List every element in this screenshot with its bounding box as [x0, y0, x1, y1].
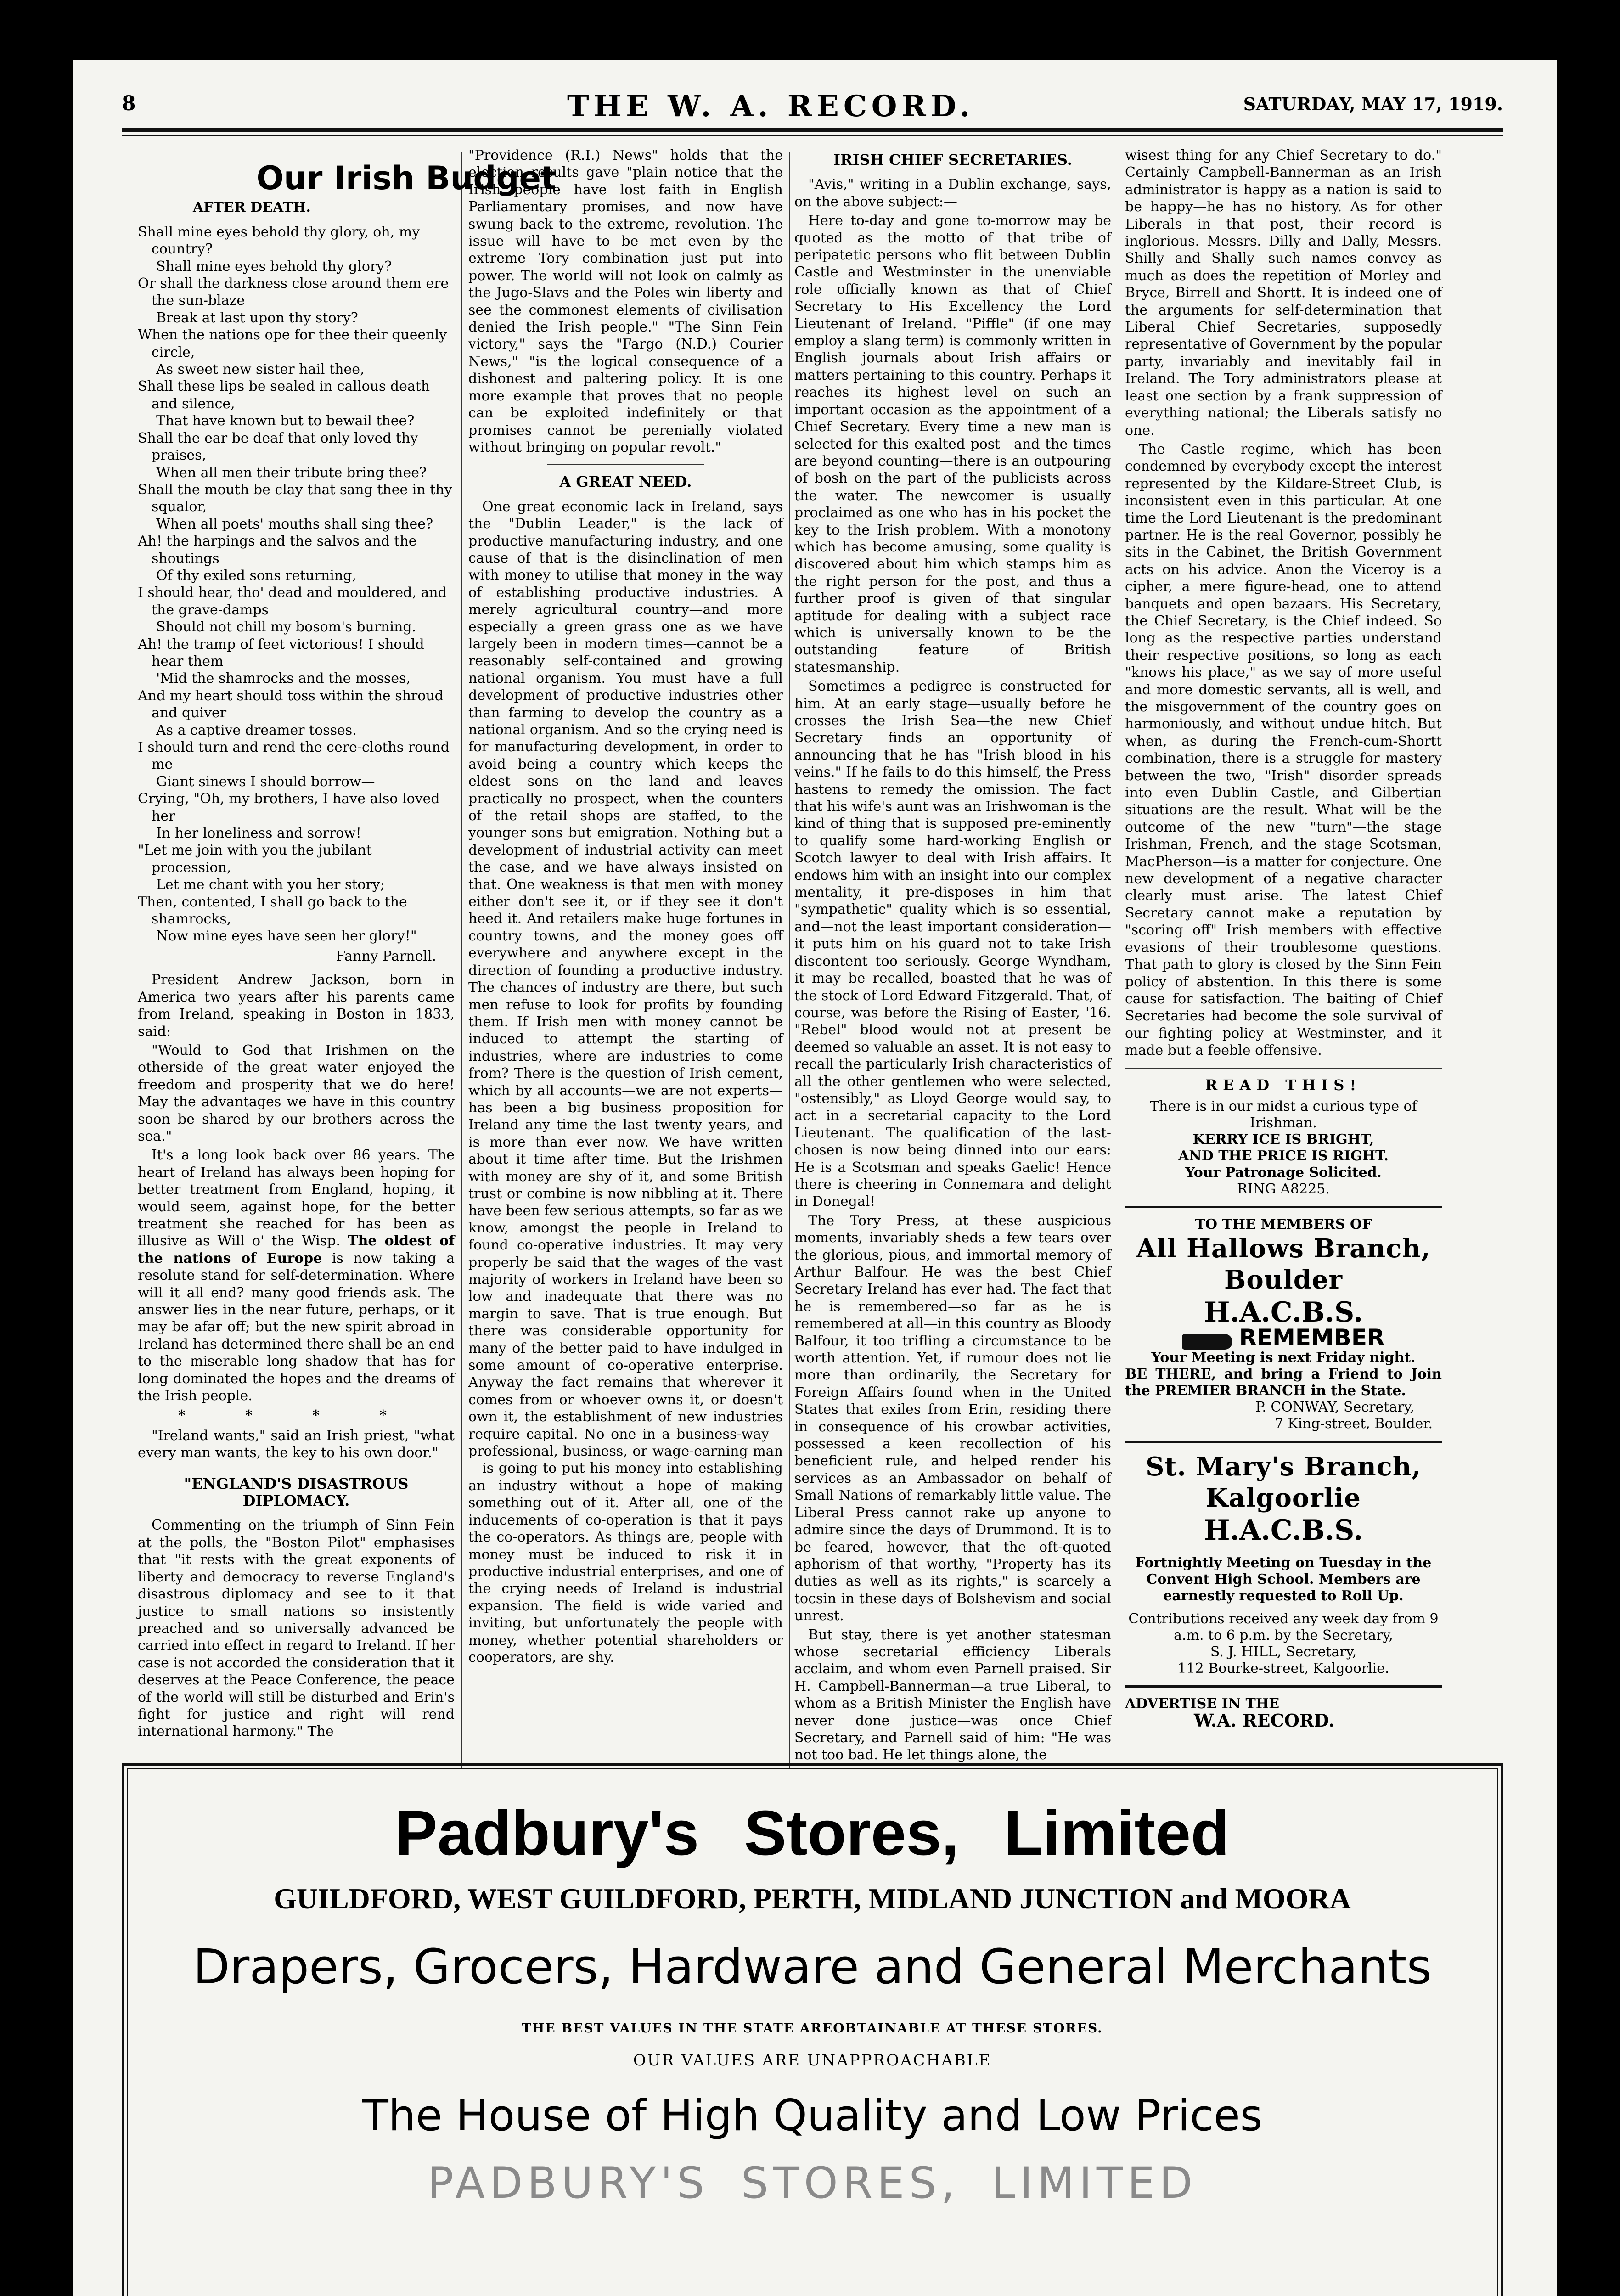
- column-rule: [789, 152, 790, 1768]
- poem-line: Let me chant with you her story;: [156, 877, 385, 893]
- poem: [138, 224, 455, 945]
- ad-headline: Padbury's Stores, Limited: [395, 1798, 1230, 1868]
- poem-line: When all men their tribute bring thee?: [156, 464, 427, 481]
- poem-line: Or shall the darkness close around them ere the sun-blaze: [138, 276, 449, 309]
- paragraph: Here to-day and gone to-morrow may be quoted as the motto of that tribe of peripatetic persons who flit between Dublin Castle and Westminster in the unenviable role officially known as that of Chief Secretary to His Excellency the Lord Lieutenant of Ireland. "Piffle" (if one may employ a slang term) is commonly written in English journals about Irish affairs or matters pertaining to this country. Perhaps it reaches its highest level on such an important occasion as the appointment of a Chief Secretary. Every time a new man is selected for this exalted post—and the times are beyond counting—there is an outpouring of bosh on the part of the publicists across the water. The newcomer is usually proclaimed as one who has in his pocket the key to the Irish problem. With a monotony which has become amusing, some quality is discovered about him which stamps him as the right person for the post, and thus a further proof is given of that singular aptitude for dealing with a subject race which is universally known to be the outstanding feature of British statesmanship.: [794, 213, 1111, 675]
- masthead-rule: [122, 128, 1503, 136]
- section-stars: * * * *: [178, 1407, 415, 1424]
- poem-line: Break at last upon thy story?: [156, 310, 358, 326]
- section-heading: IRISH CHIEF SECRETARIES.: [833, 151, 1072, 169]
- masthead: [122, 89, 1503, 124]
- poem-line: When the nations ope for thee their queenly circle,: [138, 327, 447, 360]
- paragraph: It's a long look back over 86 years. The heart of Ireland has always been hoping for better treatment from England, hoping, it would seem, against hope, for the better treatment she reached for has been as illusive as Will o' the Wisp. The oldest of the nations of Europe is now taking a resolute stand for self-determination. Where will it all end? many good friends ask. The answer lies in the near future, perhaps, or it may be afar off; but the new spirit abroad in Ireland has determined there shall be an end to the miserable long shadow that has for long dominated the hopes and the dreams of the Irish people.: [138, 1147, 455, 1404]
- poem-signature: —Fanny Parnell.: [322, 948, 436, 964]
- column-2: [468, 147, 783, 1773]
- poem-line: Shall mine eyes behold thy glory, oh, my country?: [138, 224, 420, 258]
- poem-line: As a captive dreamer tosses.: [156, 722, 357, 738]
- poem-line: When all poets' mouths shall sing thee?: [156, 516, 433, 532]
- column-1: [138, 147, 557, 1773]
- poem-line: Crying, "Oh, my brothers, I have also loved her: [138, 791, 440, 824]
- paragraph: Sometimes a pedigree is constructed for him. At an early stage—usually before he crosses the Irish Sea—the new Chief Secretary finds an opportunity of announcing that he has "Irish blood in his veins." If he fails to do this himself, the Press hastens to remedy the omission. The fact that his wife's aunt was an Irishwoman is the kind of thing that is supposed pre-eminently to qualify some hard-working English or Scotch lawyer to deal with Irish affairs. It endows him with an insight into our complex mentality, it pre-disposes in him that "sympathetic" quality which is so essential, and—not the least important consideration—it puts him on his guard not to take Irish discontent too seriously. George Wyndham, it may be recalled, boasted that he was of the stock of Lord Edward Fitzgerald. That, of course, was before the Rising of Easter, '16. "Rebel" blood would not at present be deemed so valuable an asset. It is not easy to recall the particularly Irish characteristics of all the other gentlemen who were selected, "ostensibly," as Lloyd George would say, to act in a secretarial capacity to the Lord Lieutenant. The qualification of the last-chosen is now being dinned into our ears: He is a Scotsman and speaks Gaelic! Hence there is cheering in Connemara and delight in Donegal!: [794, 678, 1111, 1210]
- divider: [1125, 1206, 1442, 1208]
- poem-line: Of thy exiled sons returning,: [156, 567, 356, 584]
- section-heading: "ENGLAND'S DISASTROUS DIPLOMACY.: [184, 1474, 409, 1510]
- advertise-notice: ADVERTISE IN THE W.A. RECORD.: [1125, 1695, 1335, 1731]
- poem-line: "Let me join with you the jubilant procession,: [138, 842, 372, 876]
- paragraph: "Would to God that Irishmen on the otherside of the great water enjoyed the freedom and prosperity that we do here! May the advantages we have in this country soon be shared by our brothers across the sea.": [138, 1042, 455, 1144]
- kerry-ice-ad: There is in our midst a curious type of Irishman. KERRY ICE IS BRIGHT, AND THE PRICE IS RIGHT. Your Patronage Solicited. RING A8225.: [1150, 1098, 1417, 1197]
- ad-heading: READ THIS!: [1205, 1076, 1362, 1094]
- article-headline: Our Irish Budget: [256, 159, 557, 197]
- paragraph: The Castle regime, which has been condemned by everybody except the interest represented by the Kildare-Street Club, is inconsistent even in this particular. At one time the Lord Lieutenant is the predominant partner. He is the real Governor, possibly he sits in the Cabinet, the British Government acts on his advice. Anon the Viceroy is a cipher, a mere figure-head, one to attend banquets and open bazaars. His Secretary, the Chief Secretary, is the Chief indeed. So long as the respective parties understand their respective positions, so long as each "knows his place," as we say of more useful and more domestic servants, all is well, and the misgovernment of the country goes on harmoniously, and without undue hitch. But when, as during the French-cum-Shortt combination, there is a struggle for mastery between the two, "Irish" disorder spreads into even Dublin Castle, and Gilbertian situations are the result. What will be the outcome of the new "turn"—the stage Irishman, French, and the stage Scotsman, MacPherson—is a matter for conjecture. One new development of a negative character clearly must arise. The latest Chief Secretary cannot make a reputation by "scoring off" Irish members with effective evasions of their troublesome questions. That path to glory is closed by the Sinn Fein policy of abstention. In this there is some cause for satisfaction. The baiting of Chief Secretaries had become the sole survival of our fighting policy at Westminster, and it made but a feeble offensive.: [1125, 441, 1442, 1059]
- poem-title: AFTER DEATH.: [193, 199, 311, 216]
- paragraph: President Andrew Jackson, born in America two years after his parents came from Ireland, speaking in Boston in 1833, said:: [138, 972, 455, 1040]
- poem-line: That have known but to bewail thee?: [156, 413, 415, 429]
- column-3: [794, 147, 1111, 1773]
- ad-unapproachable: OUR VALUES ARE UNAPPROACHABLE: [633, 2051, 992, 2070]
- poem-line: Now mine eyes have seen her glory!": [156, 928, 417, 945]
- paragraph: "Providence (R.I.) News" holds that the election results gave "plain notice that the Irish people have lost faith in English Parliamentary promises, and now have swung back to the extreme, revolution. The issue will have to be met even by the extreme Tory combination just put into power. The world will not look on calmly as the Jugo-Slavs and the Poles win liberty and see the commonest elements of civilisation denied the Irish people." "The Sinn Fein victory," says the "Fargo (N.D.) Courier News," "is the logical consequence of a dishonest and paltering policy. It is one more example that proves that no people can be exploited indefinitely or that promises cannot be perenially violated without bringing on popular revolt.": [468, 147, 783, 456]
- poem-line: Ah! the harpings and the salvos and the shoutings: [138, 533, 417, 567]
- poem-line: Giant sinews I should borrow—: [156, 773, 375, 790]
- poem-line: Shall the mouth be clay that sang thee in thy squalor,: [138, 481, 452, 515]
- poem-line: 'Mid the shamrocks and the mosses,: [156, 670, 411, 687]
- column-4: [1125, 147, 1442, 1773]
- paragraph: But stay, there is yet another statesman whose secretarial efficiency Liberals acclaim, and whom even Parnell praised. Sir H. Campbell-Bannerman—a true Liberal, to whom as a British Minister the English have never done justice—was once Chief Secretary, and Parnell said of him: "He was not too bad. He let things alone, the: [794, 1626, 1111, 1763]
- divider: [1125, 1441, 1442, 1443]
- divider: [547, 464, 704, 465]
- poem-line: And my heart should toss within the shroud and quiver: [138, 687, 444, 721]
- paragraph: Commenting on the triumph of Sinn Fein at the polls, the "Boston Pilot" emphasises that "it rests with the great exponents of liberty and democracy to reverse England's disastrous diplomacy and see to it that justice to small nations so insistently preached and so universally advanced be carried into effect in regard to Ireland. If her case is not accorded the consideration that it deserves at the Peace Conference, the peace of the world will still be disturbed and Erin's fight for justice and right will rend international harmony." The: [138, 1517, 455, 1740]
- poem-line: Should not chill my bosom's burning.: [156, 619, 416, 636]
- ad-slogan: The House of High Quality and Low Prices: [362, 2091, 1263, 2141]
- poem-line: Ah! the tramp of feet victorious! I should hear them: [138, 636, 424, 670]
- padburys-advertisement: [122, 1763, 1503, 2296]
- ad-trades: Drapers, Grocers, Hardware and General Merchants: [193, 1939, 1432, 1995]
- ad-locations: GUILDFORD, WEST GUILDFORD, PERTH, MIDLAND JUNCTION and MOORA: [274, 1882, 1351, 1915]
- ad-best-values: THE BEST VALUES IN THE STATE AREOBTAINABLE AT THESE STORES.: [522, 2020, 1103, 2036]
- paragraph: The Tory Press, at these auspicious moments, invariably sheds a few tears over the glorious, pious, and immortal memory of Arthur Balfour. He was the best Chief Secretary Ireland has ever had. The fact that he is remembered—so far as he is remembered at all—in this country as Bloody Balfour, it too trifling a circumstance to be worth attention. Yet, if rumour does not lie more than ordinarily, the Secretary for Foreign Affairs found when in the United States that exiles from Erin, residing there in consequence of his crowbar activities, possessed a keen recollection of his beneficient rule, and helped render his services as an Ambassador on behalf of Small Nations of remarkably little value. The Liberal Press cannot rake up anyone to admire since the days of Drummond. It is to be feared, however, that the oft-quoted aphorism of that worthy, "Property has its duties as well as its rights," is scarcely a tocsin in these days of Bolshevism and social unrest.: [794, 1212, 1111, 1624]
- section-heading: A GREAT NEED.: [559, 473, 692, 491]
- divider: [1125, 1685, 1442, 1688]
- poem-line: I should turn and rend the cere-cloths round me—: [138, 739, 450, 773]
- poem-line: I should hear, tho' dead and mouldered, and the grave-damps: [138, 585, 447, 618]
- divider: [1125, 1068, 1442, 1069]
- issue-date: SATURDAY, MAY 17, 1919.: [1243, 94, 1503, 114]
- ad-footer: PADBURY'S STORES, LIMITED: [427, 2158, 1198, 2208]
- poem-line: In her loneliness and sorrow!: [156, 825, 361, 842]
- poem-line: Shall these lips be sealed in callous death and silence,: [138, 378, 430, 412]
- paragraph: "Avis," writing in a Dublin exchange, says, on the above subject:—: [794, 176, 1111, 210]
- poem-line: As sweet new sister hail thee,: [156, 361, 365, 378]
- newspaper-title: THE W. A. RECORD.: [567, 89, 975, 124]
- paragraph: "Ireland wants," said an Irish priest, "what every man wants, the key to his own door.": [138, 1427, 455, 1461]
- paragraph: wisest thing for any Chief Secretary to do." Certainly Campbell-Bannerman as an Irish administrator is happy as a nation is said to be happy—he has no history. As for other Liberals in that post, their record is inglorious. Messrs. Dilly and Dally, Messrs. Shilly and Shally—such names convey as much as does the repetition of Morley and Bryce, Birrell and Shortt. It is indeed one of the arguments for self-determination that Liberal Chief Secretaries, supposedly representative of Government by the popular party, invariably and inevitably fail in Ireland. The Tory administrators please at least one section by a frank suppression of everything national; the Liberals satisfy no one.: [1125, 147, 1442, 439]
- column-rule: [461, 152, 462, 1768]
- poem-line: Then, contented, I shall go back to the shamrocks,: [138, 894, 407, 928]
- poem-line: Shall the ear be deaf that only loved thy praises,: [138, 430, 418, 464]
- st-marys-notice: St. Mary's Branch, Kalgoorlie H.A.C.B.S. Fortnightly Meeting on Tuesday in the Convent High School. Members are earnestly requested to Roll Up. Contributions received any week day from 9 a.m. to 6 p.m. by the Secretary, S. J. HILL, Secretary, 112 Bourke-street, Kalgoorlie.: [1128, 1451, 1439, 1677]
- paragraph: One great economic lack in Ireland, says the "Dublin Leader," is the lack of productive manufacturing industry, and one cause of that is the disinclination of men with money to utilise that money in the way of establishing productive industries. A merely agricultural country—and more especially a green grass one as we have largely been in modern times—cannot be a reasonably self-contained and growing national organism. You must have a full development of productive industries other than farming to develop the country as a national organism. And so the crying need is for manufacturing development, in order to avoid being a country which keeps the eldest sons on the land and leaves practically no prospect, when the counters of the retail shops are staffed, to the younger sons but emigration. Nothing but a development of industrial activity can meet the case, and we have always insisted on that. One weakness is that men with money either don't see it, or if they see it don't heed it. And retailers make huge fortunes in country towns, and the money goes off everywhere and anywhere except in the direction of founding a productive industry. The chances of industry are there, but such men refuse to look for profits by founding them. If Irish men with money cannot be induced to attempt the starting of industries, where are industries to come from? There is the question of Irish cement, which by all accounts—we are not experts—has been a big business proposition for Ireland any time the last twenty years, and is more than ever now. We have written about it time after time. But the Irishmen with money are shy of it, and some British trust or combine is now nibbling at it. There have been few serious attempts, so far as we know, amongst the people in Ireland to found co-operative industries. It may very properly be said that the wages of the vast majority of workers in Ireland have been so low and inadequate that there was no margin to save. That is true enough. But there was considerable opportunity for many of the better paid to have indulged in some amount of co-operative enterprise. Anyway the fact remains that wherever it comes from or whoever owns it, or doesn't own it, the establishment of new industries require capital. No one in a business-way—professional, business, or wage-earning man—is going to put his money into establishing an industry without a hope of making something out of it. After all, one of the inducements of co-operation is that it pays the co-operators. As things are, people with money must be induced to risk it in productive industrial enterprises, and one of the crying needs of Ireland is industrial expansion. The field is wide varied and inviting, but unfortunately the people with money, whether potential shareholders or cooperators, are shy.: [468, 498, 783, 1666]
- all-hallows-notice: TO THE MEMBERS OF All Hallows Branch, Boulder H.A.C.B.S. REMEMBER Your Meeting is next Friday night. BE THERE, and bring a Friend to Join the PREMIER BRANCH in the State. P. CONWAY, Secretary, 7 King-street, Boulder.: [1125, 1216, 1442, 1432]
- pointing-hand-icon: [1182, 1334, 1232, 1350]
- poem-line: Shall mine eyes behold thy glory?: [156, 258, 392, 275]
- page-number: 8: [122, 92, 136, 115]
